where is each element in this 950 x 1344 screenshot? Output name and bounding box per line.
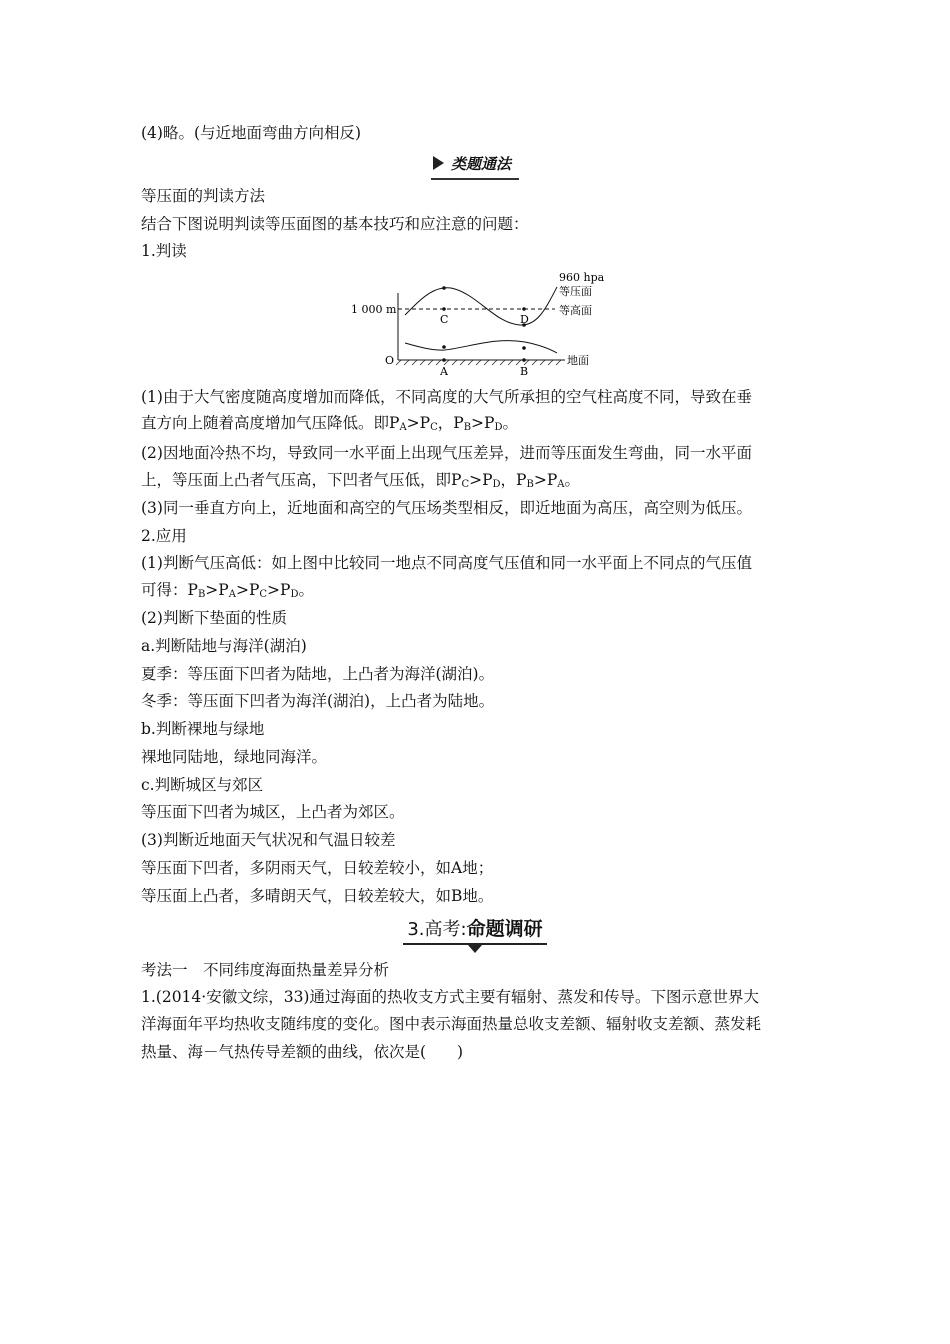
lower-isobaric-curve bbox=[405, 341, 557, 353]
reading-p1-line2: 直方向上随着高度增加气压降低。即$P_A>P_C$，$P_B>P_D$。 bbox=[141, 414, 519, 433]
exam-q1-line1: 1.(2014·安徽文综，33)通过海面的热收支方式主要有辐射、蒸发和传导。下图示意世界大 bbox=[141, 988, 759, 1006]
ground-hatching bbox=[396, 360, 561, 365]
exam-q1-line3: 热量、海－气热传导差额的曲线，依次是( ) bbox=[141, 1043, 464, 1061]
label-b: B bbox=[520, 365, 529, 378]
point-d bbox=[522, 307, 526, 311]
method-lead: 结合下图说明判读等压面图的基本技巧和应注意的问题： bbox=[141, 215, 529, 233]
label-a: A bbox=[440, 365, 448, 378]
lower-point-b bbox=[522, 346, 526, 350]
method-banner bbox=[0, 151, 950, 180]
exam-method1: 考法一 不同纬度海面热量差异分析 bbox=[141, 961, 390, 979]
reading-p3: (3)同一垂直方向上，近地面和高空的气压场类型相反，即近地面为高压，高空则为低压。 bbox=[141, 499, 752, 517]
caret-down-icon bbox=[468, 945, 482, 953]
app-winter: 冬季：等压面下凹者为海洋(湖泊)，上凸者为陆地。 bbox=[141, 692, 495, 710]
app-q3-b: 等压面上凸者，多晴朗天气，日较差较大，如B地。 bbox=[141, 887, 494, 905]
reading-p2-line2: 上，等压面上凸者气压高，下凹者气压低，即$P_C>P_D$，$P_B>P_A$。 bbox=[141, 471, 581, 490]
app-qc: c.判断城区与郊区 bbox=[141, 776, 264, 794]
exam-q1-line2: 洋海面年平均热收支随纬度的变化。图中表示海面热量总收支差额、辐射收支差额、蒸发耗 bbox=[141, 1015, 762, 1033]
label-c: C bbox=[440, 313, 449, 326]
section-reading: 1.判读 bbox=[141, 242, 187, 260]
upper-point-a bbox=[442, 286, 446, 290]
exam-banner-label: 命题调研 bbox=[466, 918, 543, 940]
point-c bbox=[442, 307, 446, 311]
label-isobaric: 等压面 bbox=[559, 285, 592, 298]
app-q3: (3)判断近地面天气状况和气温日较差 bbox=[141, 831, 396, 849]
app-qa: a.判断陆地与海洋(湖泊) bbox=[141, 637, 307, 655]
reading-p2-line1: (2)因地面冷热不均，导致同一水平面上出现气压差异，进而等压面发生弯曲，同一水平面 bbox=[141, 444, 752, 462]
upper-isobaric-curve bbox=[405, 287, 557, 325]
label-d: D bbox=[520, 313, 529, 326]
label-960: 960 hpa bbox=[559, 271, 605, 284]
label-1000m: 1 000 m bbox=[351, 303, 397, 316]
app-qc-answer: 等压面下凹者为城区，上凸者为郊区。 bbox=[141, 803, 405, 821]
exam-banner bbox=[0, 914, 950, 947]
answer-4: (4)略。(与近地面弯曲方向相反) bbox=[141, 124, 362, 142]
app-qb-answer: 裸地同陆地，绿地同海洋。 bbox=[141, 748, 328, 766]
reading-p1-line1: (1)由于大气密度随高度增加而降低，不同高度的大气所承担的空气柱高度不同，导致在垂 bbox=[141, 388, 752, 406]
label-ground: 地面 bbox=[567, 354, 589, 367]
isobaric-surface-diagram bbox=[345, 265, 615, 385]
app-q1-line2: 可得：$P_B>P_A>P_C>P_D$。 bbox=[141, 581, 314, 600]
exam-banner-prefix: 3.高考: bbox=[407, 919, 467, 940]
label-origin: O bbox=[385, 354, 395, 367]
point-a bbox=[442, 358, 446, 362]
method-banner-label: 类题通法 bbox=[450, 155, 511, 173]
app-summer: 夏季：等压面下凹者为陆地，上凸者为海洋(湖泊)。 bbox=[141, 665, 495, 683]
label-isohypse: 等高面 bbox=[559, 304, 592, 317]
app-q2: (2)判断下垫面的性质 bbox=[141, 609, 287, 627]
play-triangle-icon bbox=[433, 156, 444, 170]
app-q3-a: 等压面下凹者，多阴雨天气，日较差较小，如A地； bbox=[141, 859, 494, 877]
section-application: 2.应用 bbox=[141, 527, 187, 545]
method-title: 等压面的判读方法 bbox=[141, 187, 266, 205]
app-q1-line1: (1)判断气压高低：如上图中比较同一地点不同高度气压值和同一水平面上不同点的气压值 bbox=[141, 554, 752, 572]
app-qb: b.判断裸地与绿地 bbox=[141, 720, 265, 738]
point-b bbox=[522, 358, 526, 362]
lower-point-a bbox=[442, 345, 446, 349]
